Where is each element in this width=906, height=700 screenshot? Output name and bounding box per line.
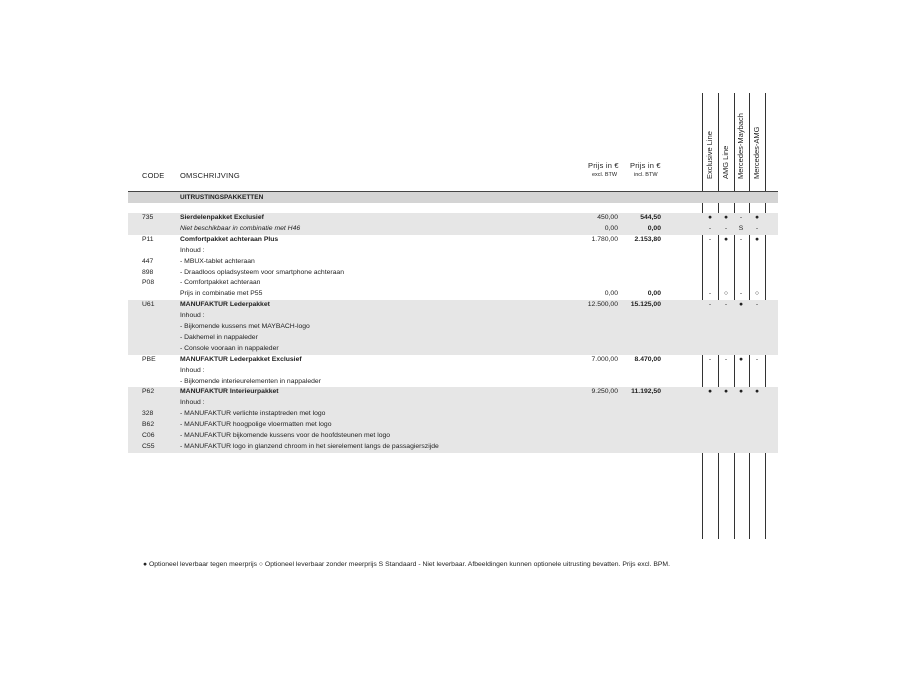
availability-mark: - [739,235,743,243]
table-row [128,377,778,388]
availability-mark: - [724,224,728,232]
table-row [128,224,778,235]
row-code: C55 [142,442,155,450]
section-title: UITRUSTINGSPAKKETTEN [180,194,264,201]
maybach-label: Mercedes-Maybach [736,113,745,179]
row-description: - MANUFAKTUR hoogpolige vloermatten met logo [180,421,332,429]
availability-mark: ● [754,388,760,396]
availability-mark: ● [707,214,713,221]
row-description: Inhoud : [180,366,205,374]
price-excl-subheader: excl. BTW [592,172,618,178]
price-incl: 0,00 [647,290,661,298]
availability-mark: ● [723,214,729,221]
price-excl: 0,00 [604,290,618,298]
table-row [128,431,778,442]
price-incl: 544,50 [640,214,661,221]
price-incl: 8.470,00 [634,355,661,363]
table-row [128,344,778,355]
availability-mark: ● [723,235,729,243]
description-header: OMSCHRIJVING [180,171,240,180]
row-description: - MANUFAKTUR bijkomende kussens voor de hoofdsteunen met logo [180,432,391,439]
table-row [128,257,778,268]
price-excl: 12.500,00 [587,301,618,309]
row-description: Inhoud : [180,246,205,254]
availability-mark: ● [754,214,760,221]
row-code: 735 [142,214,154,221]
table-row [128,235,778,246]
section-header [128,191,778,203]
availability-mark: ● [723,388,729,396]
row-code: 328 [142,410,154,418]
price-incl: 11.192,50 [631,388,661,396]
row-description: - Console vooraan in nappaleder [180,344,279,352]
price-incl: 2.153,80 [634,235,661,243]
amg-line-label: AMG Line [721,145,730,179]
code-header: CODE [142,171,165,180]
row-description: Comfortpakket achteraan Plus [180,235,279,243]
row-description: - MBUX-tablet achteraan [180,257,255,265]
table-row [128,366,778,377]
row-code: P62 [142,388,155,396]
availability-mark: - [724,301,728,309]
row-description: - Bijkomende kussens met MAYBACH-logo [180,323,310,330]
row-description: - Bijkomende interieurelementen in nappaleder [180,377,321,385]
price-incl-subheader: incl. BTW [634,172,658,178]
availability-mark: - [724,355,728,363]
availability-mark: - [739,290,743,298]
row-code: P11 [142,235,154,243]
price-incl-header: Prijs in € [630,161,661,170]
row-description: Inhoud : [180,312,205,320]
table-row [128,268,778,279]
availability-mark: - [708,224,712,232]
availability-mark: - [708,290,712,298]
amg-label: Mercedes-AMG [752,126,761,179]
row-description: Inhoud : [180,399,205,407]
row-description: - Dakhemel in nappaleder [180,333,258,341]
price-excl: 9.250,00 [591,388,618,396]
availability-mark: ○ [754,290,760,298]
availability-mark: - [708,355,712,363]
availability-mark: - [708,301,712,309]
price-excl: 1.780,00 [591,235,618,243]
exclusive-line-label: Exclusive Line [705,131,714,179]
row-description: MANUFAKTUR Interieurpakket [180,388,279,396]
row-code: 898 [142,268,154,276]
availability-mark: - [755,301,759,309]
table-row [128,278,778,289]
row-description: MANUFAKTUR Lederpakket Exclusief [180,355,302,363]
price-excl: 450,00 [597,214,618,221]
table-row [128,213,778,224]
row-description: - Comfortpakket achteraan [180,279,261,287]
availability-mark: S [738,224,744,232]
row-code: B62 [142,421,155,429]
availability-mark: - [755,355,759,363]
legend: ● Optioneel leverbaar tegen meerprijs ○ Optioneel leverbaar zonder meerprijs S Standaard - Niet leverbaar. Afbeeldingen kunnen optionele uitrusting bevatten. Prijs excl. BPM. [143,561,670,568]
row-code: U61 [142,301,155,309]
row-description: - Draadloos opladsysteem voor smartphone achteraan [180,268,344,276]
row-code: 447 [142,257,154,265]
availability-mark: ● [707,388,713,396]
row-description: Prijs in combinatie met P55 [180,290,263,298]
availability-mark: - [708,235,712,243]
row-code: P08 [142,279,155,287]
price-excl: 0,00 [604,224,618,232]
table-row [128,300,778,311]
availability-mark: ● [738,301,744,309]
availability-mark: - [755,224,759,232]
availability-mark: ● [738,355,744,363]
availability-mark: ● [754,235,760,243]
row-code: PBE [142,355,156,363]
availability-mark: ○ [723,290,729,298]
table-row [128,355,778,366]
table-row [128,409,778,420]
table-row [128,246,778,257]
table-row [128,442,778,453]
row-code: C06 [142,432,155,439]
availability-mark: - [739,214,743,221]
price-excl-header: Prijs in € [588,161,619,170]
price-incl: 15.125,00 [630,301,661,309]
row-description: Sierdelenpakket Exclusief [180,214,264,221]
row-description: - MANUFAKTUR logo in glanzend chroom in het sierelement langs de passagierszijde [180,442,439,450]
table-row [128,333,778,344]
row-description: MANUFAKTUR Lederpakket [180,301,270,309]
availability-mark: ● [738,388,744,396]
table-row [128,322,778,333]
table-row [128,387,778,398]
table-row [128,420,778,431]
table-row [128,289,778,300]
table-row [128,311,778,322]
row-description: - MANUFAKTUR verlichte instaptreden met logo [180,410,326,418]
price-incl: 0,00 [647,224,661,232]
table-row [128,398,778,409]
price-excl: 7.000,00 [591,355,618,363]
row-description: Niet beschikbaar in combinatie met H46 [180,224,301,232]
